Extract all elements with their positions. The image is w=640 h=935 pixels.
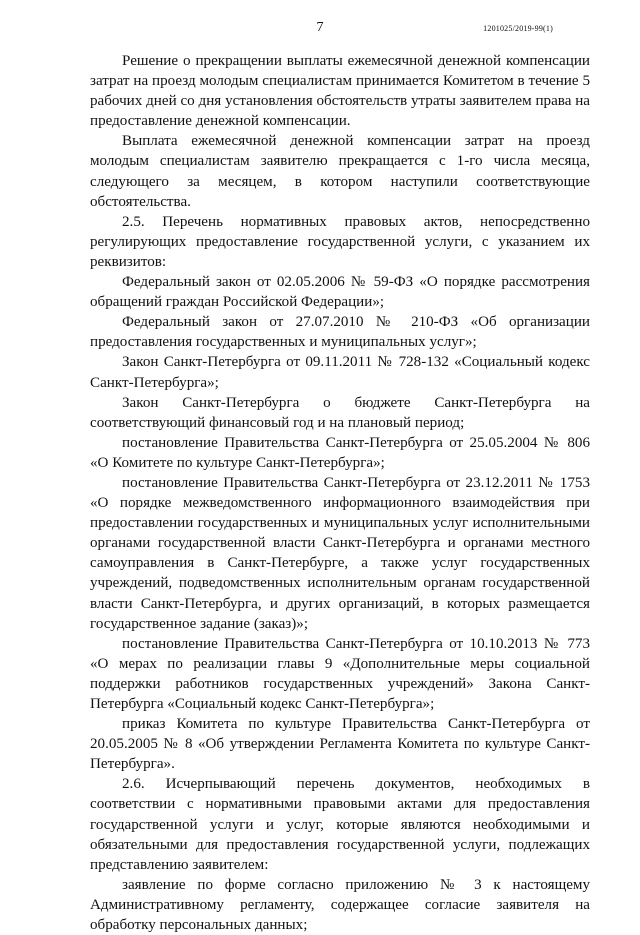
paragraph-section-2-6: 2.6. Исчерпывающий перечень документов, необходимых в соответствии с нормативными правовыми актами для предоставления государственной услуги и услуг, которые являются необходимыми и обязательными для предоставления государственной услуги, подлежащих представлению заявителем: <box>90 776 590 873</box>
paragraph-section-2-5: 2.5. Перечень нормативных правовых актов, непосредственно регулирующих предоставление государственной услуги, с указанием их реквизитов: <box>90 213 590 270</box>
list-item-application-form: заявление по форме согласно приложению № 3 к настоящему Административному регламенту, содержащее согласие заявителя на обработку персональных данных; <box>90 876 590 934</box>
document-body <box>90 51 590 935</box>
document-code: 1201025/2019-99(1) <box>483 24 553 33</box>
list-item-resolution-1753: постановление Правительства Санкт-Петербурга от 23.12.2011 № 1753 «О порядке межведомственного информационного взаимодействия при предоставлении государственных и муниципальных услуг исполнительными органами государственной власти Санкт-Петербурга и органами местного самоуправления в Санкт-Петербурге, а также услуг государственных учреждений, подведомственных исполнительным органам государственной власти Санкт-Петербурга, и других организаций, в которых размещается государственное задание (заказ)»; <box>90 474 590 632</box>
paragraph-payment-stop: Выплата ежемесячной денежной компенсации затрат на проезд молодым специалистам заявителю прекращается с 1-го числа месяца, следующего за месяцем, в котором наступили соответствующие обстоятельства. <box>90 133 590 210</box>
list-item-order-8: приказ Комитета по культуре Правительства Санкт-Петербурга от 20.05.2005 № 8 «Об утверждении Регламента Комитета по культуре Санкт-Петербурга». <box>90 716 590 773</box>
list-item-resolution-773: постановление Правительства Санкт-Петербурга от 10.10.2013 № 773 «О мерах по реализации главы 9 «Дополнительные меры социальной поддержки работников государственных учреждений» Закона Санкт-Петербурга «Социальный кодекс Санкт-Петербурга»; <box>90 635 590 712</box>
list-item-resolution-806: постановление Правительства Санкт-Петербурга от 25.05.2004 № 806 «О Комитете по культуре Санкт-Петербурга»; <box>90 434 590 471</box>
list-item-law-728-132: Закон Санкт-Петербурга от 09.11.2011 № 728-132 «Социальный кодекс Санкт-Петербурга»; <box>90 354 590 391</box>
list-item-law-59fz: Федеральный закон от 02.05.2006 № 59-ФЗ «О порядке рассмотрения обращений граждан Российской Федерации»; <box>90 274 590 311</box>
list-item-budget-law: Закон Санкт-Петербурга о бюджете Санкт-Петербурга на соответствующий финансовый год и на плановый период; <box>90 394 590 431</box>
paragraph-termination-decision: Решение о прекращении выплаты ежемесячной денежной компенсации затрат на проезд молодым специалистам принимается Комитетом в течение 5 рабочих дней со дня установления обстоятельств утраты заявителем права на предоставление денежной компенсации. <box>90 53 590 130</box>
list-item-law-210fz: Федеральный закон от 27.07.2010 № 210-ФЗ «Об организации предоставления государственных и муниципальных услуг»; <box>90 314 590 351</box>
page-number: 7 <box>316 20 324 35</box>
